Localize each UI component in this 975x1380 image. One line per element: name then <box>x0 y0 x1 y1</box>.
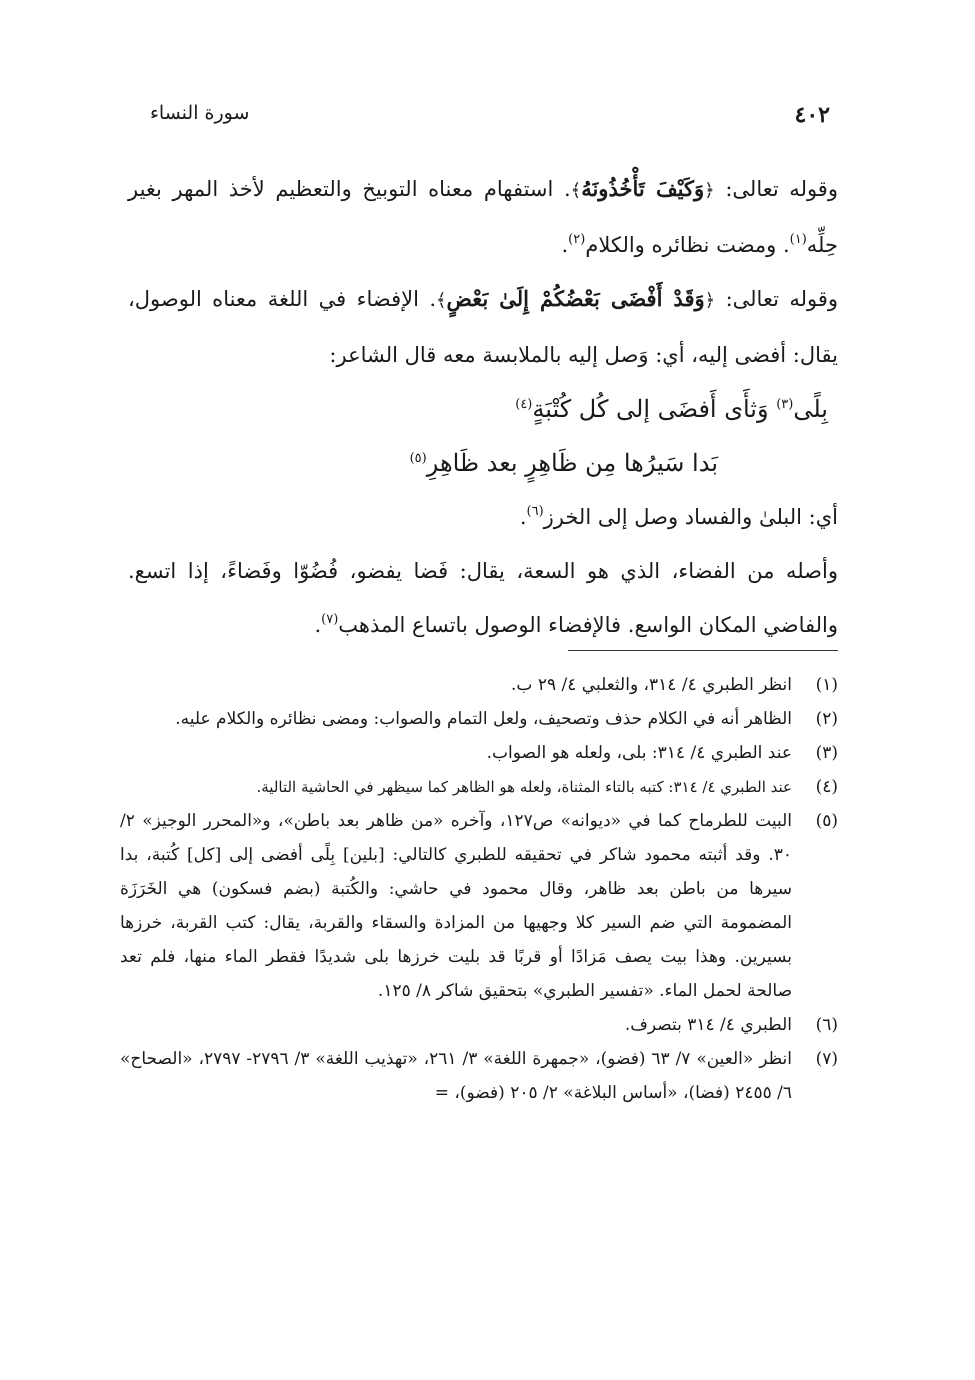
footnote-ref-1[interactable]: (١) <box>789 232 807 247</box>
footnote <box>120 702 838 736</box>
p1-intro: وقوله تعالى: <box>714 177 838 201</box>
page-number: ٤٠٢ <box>794 102 830 128</box>
footnote-text: الظاهر أنه في الكلام حذف وتصحيف، ولعل التمام والصواب: ومضى نظائره والكلام عليه. <box>175 709 792 729</box>
footnote-text: انظر «العين» ٧/ ٦٣ (فضو)، «جمهرة اللغة» ٣/ ٢٦١، «تهذيب اللغة» ٣/ ٢٧٩٦- ٢٧٩٧، «الصحاح» ٦/ ٢٤٥٥ (فضا)، «أساس البلاغة» ٢/ ٢٠٥ (فضو)، = <box>120 1049 792 1103</box>
verse2-a: بَدا سَيرُها مِن ظَاهِرٍ بعد ظَاهِرِ <box>426 449 718 477</box>
page-header <box>150 98 830 138</box>
p4-end: . <box>314 613 322 637</box>
footnote <box>120 668 838 702</box>
quran-quote-2: وَقَدْ أَفْضَى بَعْضُكُمْ إِلَىٰ بَعْضٍ <box>446 286 705 311</box>
footnote-ref-6[interactable]: (٦) <box>526 504 544 519</box>
footnote-number: (٢) <box>815 709 838 729</box>
paragraph-2 <box>128 272 838 382</box>
footnote-number: (٥) <box>815 811 838 831</box>
footnote-text: الطبري ٤/ ٣١٤ بتصرف. <box>624 1015 792 1035</box>
ornate-bracket-close: ﴾ <box>570 180 582 201</box>
p2-text: . الإفضاء في اللغة معناه الوصول، يقال: أفضى إليه، أي: وَصل إليه بالملابسة معه قال الشاعر: <box>128 287 838 367</box>
verse1-a: بِلًى <box>793 395 828 423</box>
footnote <box>120 736 838 770</box>
poem-verse-1 <box>128 382 838 436</box>
footnote-text: عند الطبري ٤/ ٣١٤: بلى، ولعله هو الصواب. <box>486 743 792 763</box>
p2-intro: وقوله تعالى: <box>715 287 839 311</box>
p3-end: . <box>519 505 527 529</box>
main-text <box>128 162 838 652</box>
footnote <box>120 770 838 804</box>
footnote-ref-3[interactable]: (٣) <box>776 397 794 412</box>
footnote-number: (٦) <box>815 1015 838 1035</box>
footnote-number: (٣) <box>815 743 838 763</box>
footnote <box>120 1008 838 1042</box>
ornate-bracket-open: ﴿ <box>704 290 716 311</box>
footnotes <box>120 668 838 1110</box>
p1-text-a: . استفهام معناه التوبيخ والتعظيم لأخذ المهر بغير حِلِّه <box>128 177 838 257</box>
footnote-number: (٧) <box>815 1049 838 1069</box>
p4-text: وأصله من الفضاء، الذي هو السعة، يقال: فَضا يفضو، فُضُوّا وفَضاءً، إذا اتسع. والفاضي المكان الواسع. فالإفضاء الوصول باتساع المذهب <box>128 559 838 637</box>
footnote-text: انظر الطبري ٤/ ٣١٤، والثعلبي ٤/ ٢٩ ب. <box>511 675 792 695</box>
footnote-ref-4[interactable]: (٤) <box>515 397 533 412</box>
surah-title: سورة النساء <box>150 102 250 124</box>
footnote-ref-2[interactable]: (٢) <box>568 232 586 247</box>
paragraph-4 <box>128 544 838 652</box>
verse1-b: وَثأَى أَفضَى إلى كُل كُتْبَةٍ <box>532 395 777 423</box>
footnote-text: عند الطبري ٤/ ٣١٤: كتبه بالتاء المثناة، ولعله هو الظاهر كما سيظهر في الحاشية التالية. <box>256 778 792 796</box>
footnote <box>120 1042 838 1110</box>
p1-end: . <box>561 233 569 257</box>
footnote-text: البيت للطرماح كما في «ديوانه» ص١٢٧، وآخره «من ظاهر بعد باطن»، و«المحرر الوجيز» ٢/ ٣٠. وقد أثبته محمود شاكر في تحقيقه للطبري كالتالي: [بلين] بِلًى أفضى إلى [كل] كُتبة، بدا سيرها من باطن بعد ظاهر، وقال محمود في حاشي: والكُتبة (بضم فسكون) هي الخَرَزَة المضمومة التي ضم السير كلا وجهيها من المزادة والسقاء والقربة، يقال: كتب القربة، خرزها بسيرين. وهذا بيت يصف مَزادًا أو قربًا قد بليت خرزها بلى شديدًا فقطر الماء منها، فلم تعد صالحة لحمل الماء. «تفسير الطبري» بتحقيق شاكر ٨/ ١٢٥. <box>120 811 793 1001</box>
footnote-number: (١) <box>815 675 838 695</box>
ornate-bracket-close: ﴾ <box>436 290 447 311</box>
p1-text-b: . ومضت نظائره والكلام <box>585 233 790 257</box>
paragraph-1 <box>128 162 838 272</box>
footnote <box>120 804 838 1008</box>
footnote-divider <box>568 650 838 651</box>
ornate-bracket-open: ﴿ <box>704 180 715 201</box>
footnote-ref-7[interactable]: (٧) <box>321 612 339 627</box>
footnote-number: (٤) <box>815 777 838 797</box>
footnote-ref-5[interactable]: (٥) <box>409 451 427 466</box>
quran-quote-1: وَكَيْفَ تَأْخُذُونَهُ <box>581 176 705 201</box>
poem-verse-2 <box>128 436 838 490</box>
p3-text: أي: البلىٰ والفساد وصل إلى الخرز <box>543 505 838 529</box>
paragraph-3 <box>128 490 838 544</box>
